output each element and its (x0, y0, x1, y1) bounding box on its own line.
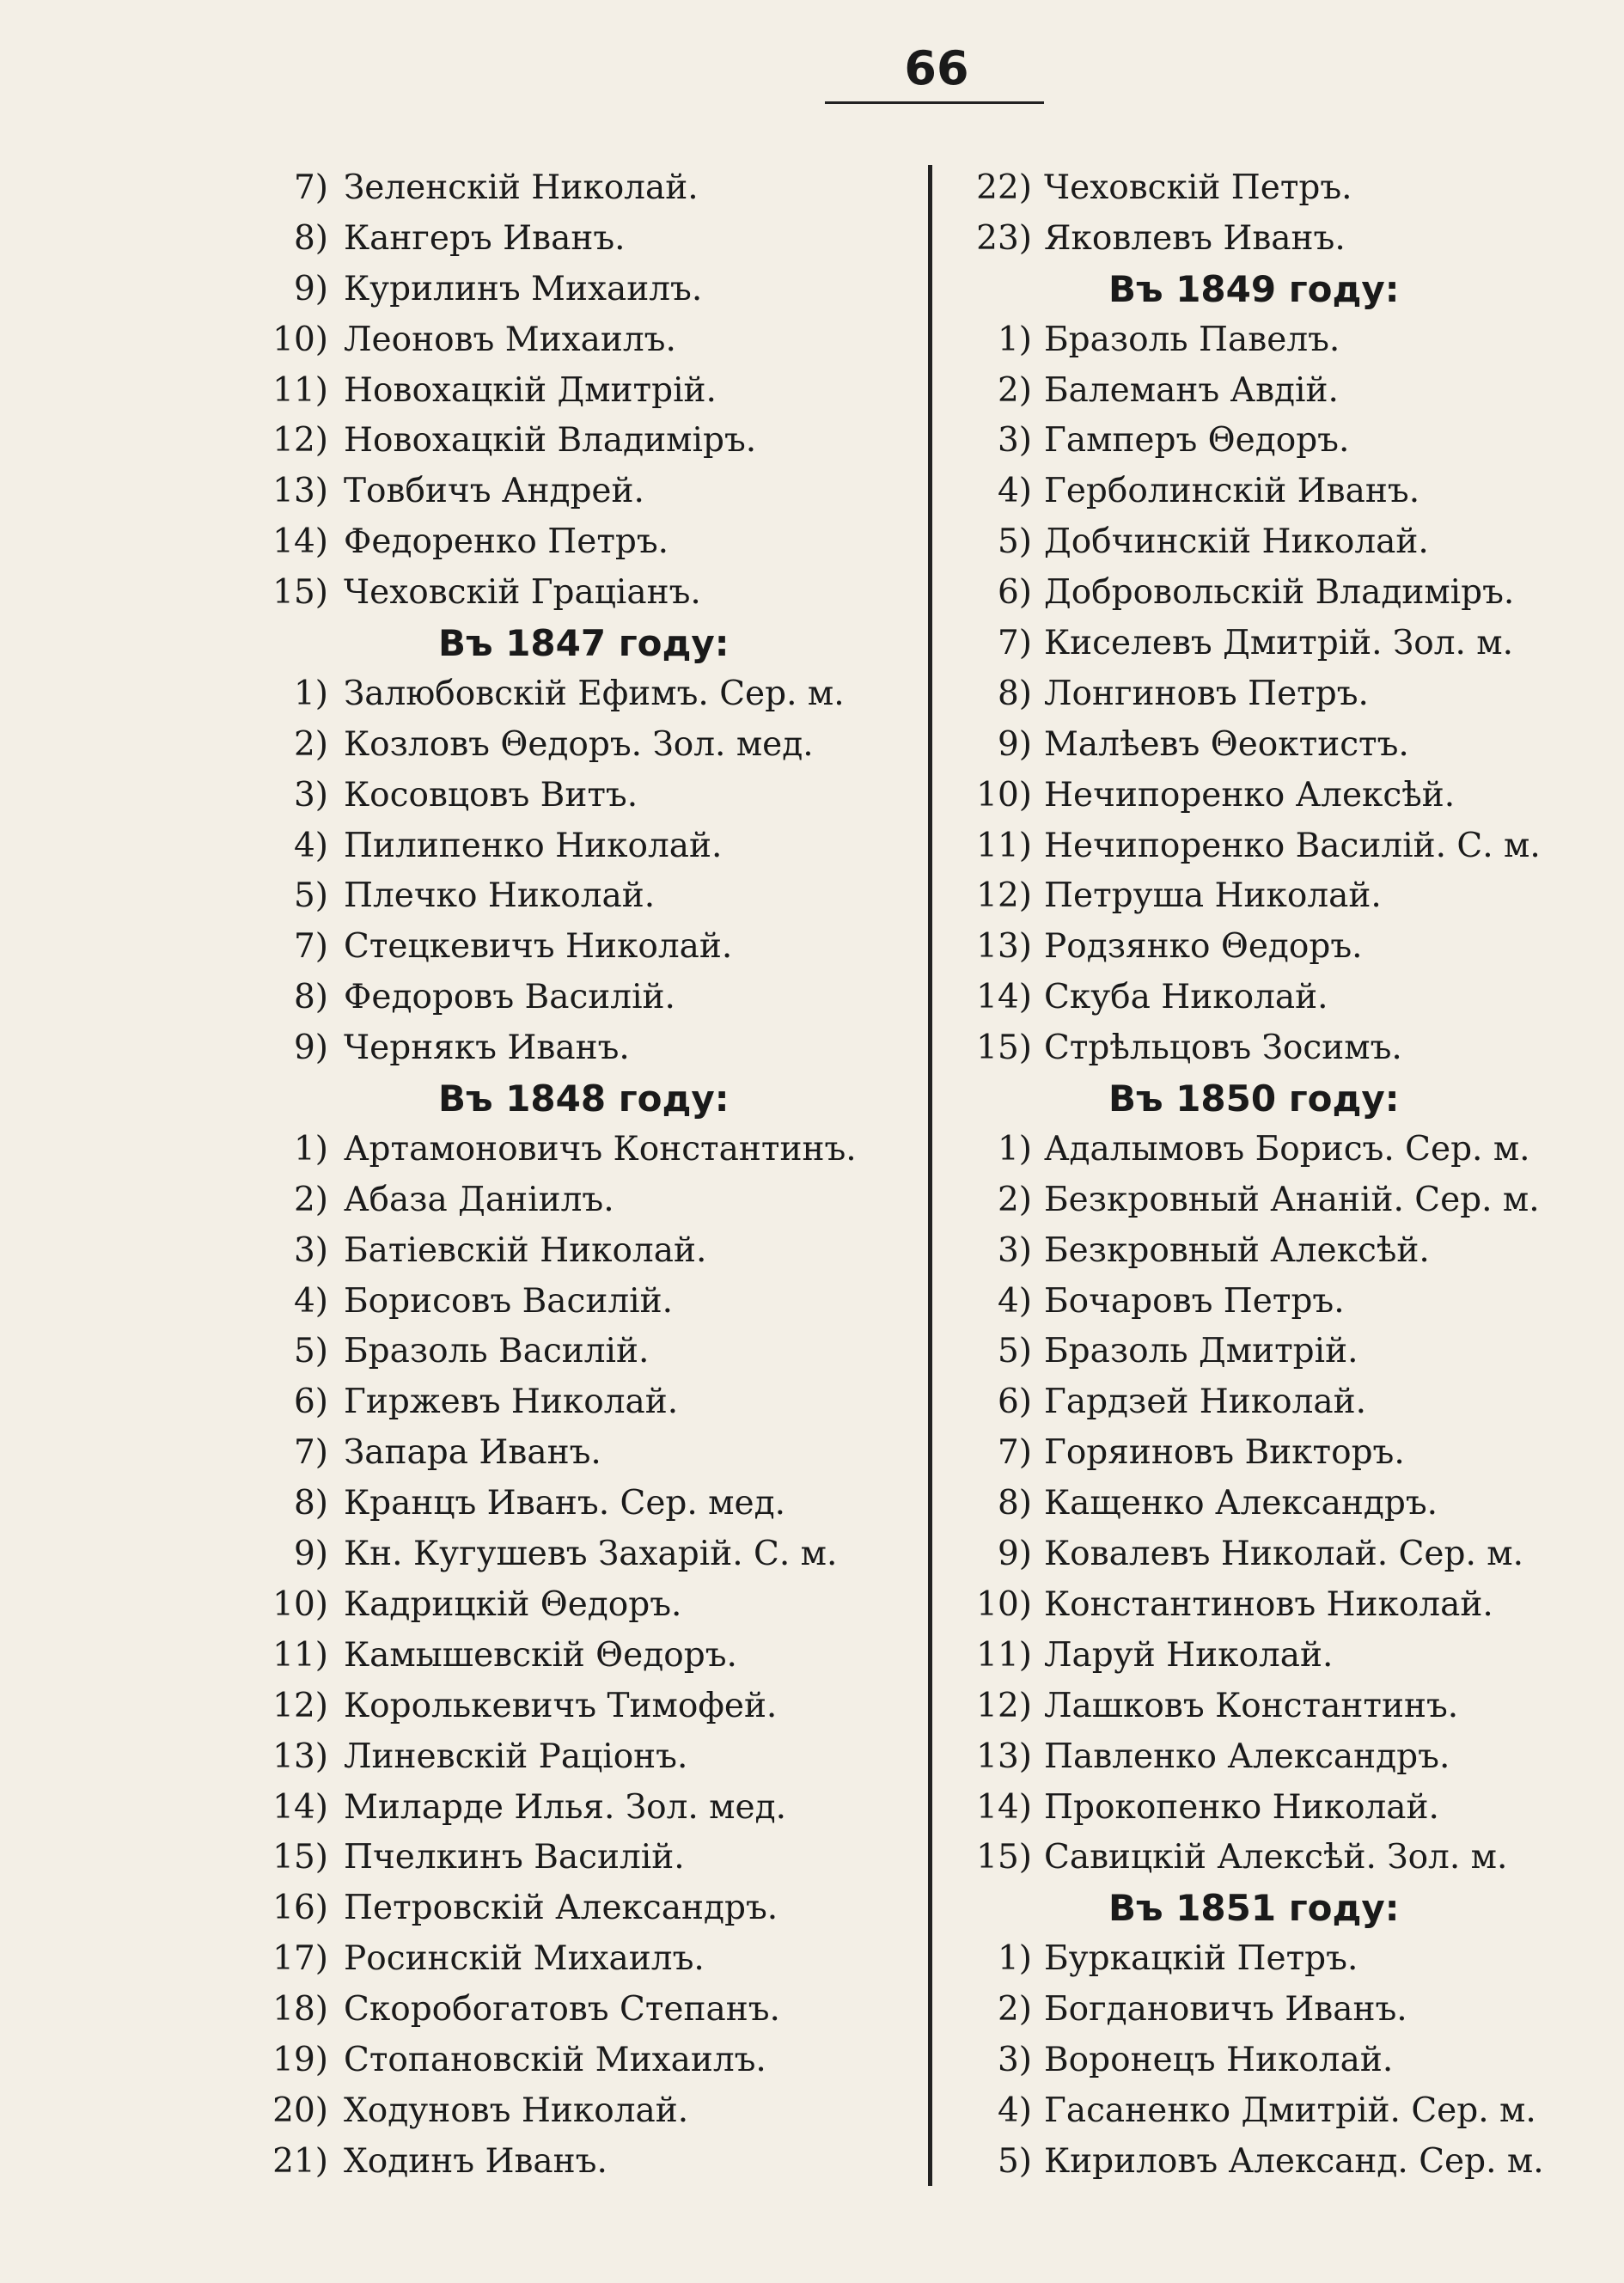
list-item (941, 619, 1620, 669)
entry-name: Запара Иванъ. (344, 1433, 601, 1473)
entry-name: Бочаровъ Петръ. (1044, 1281, 1345, 1321)
entry-name: Гамперъ Θедоръ. (1044, 421, 1350, 461)
list-item (941, 1783, 1620, 1834)
page-number-rule (825, 101, 1044, 104)
entry-name: Батіевскій Николай. (344, 1230, 707, 1270)
list-item (941, 1175, 1620, 1226)
entry-number: 23) (976, 218, 1032, 258)
entry-number: 13) (976, 927, 1032, 967)
list-item (941, 1023, 1620, 1074)
entry-name: Ларуй Николай. (1044, 1635, 1334, 1675)
entry-number: 10) (976, 775, 1032, 815)
entry-number: 11) (976, 1635, 1032, 1675)
entry-number: 6) (997, 573, 1032, 613)
entry-name: Ходинъ Иванъ. (344, 2141, 607, 2181)
entry-name: Кранцъ Иванъ. Сер. мед. (344, 1484, 786, 1523)
list-item (198, 1428, 928, 1479)
entry-name: Федоровъ Василій. (344, 978, 675, 1017)
entry-number: 4) (293, 826, 328, 865)
entry-number: 10) (272, 1584, 328, 1624)
entry-number: 14) (272, 522, 328, 562)
entry-name: Кангеръ Иванъ. (344, 218, 626, 258)
entry-name: Королькевичъ Тимофей. (344, 1686, 778, 1725)
list-item (941, 1682, 1620, 1732)
entry-name: Лонгиновъ Петръ. (1044, 674, 1369, 713)
list-item (198, 568, 928, 619)
list-item (198, 467, 928, 517)
entry-number: 7) (293, 168, 328, 207)
list-item (941, 871, 1620, 922)
entry-number: 2) (293, 1180, 328, 1219)
list-item (198, 1529, 928, 1580)
entry-name: Стопановскій Михаилъ. (344, 2040, 766, 2079)
entry-number: 12) (976, 1686, 1032, 1725)
entry-number: 12) (272, 421, 328, 461)
entry-number: 4) (997, 2091, 1032, 2130)
list-item (198, 1732, 928, 1783)
entry-number: 2) (997, 370, 1032, 410)
entry-number: 3) (997, 2040, 1032, 2079)
entry-name: Плечко Николай. (344, 876, 656, 916)
entry-name: Кириловъ Александ. Сер. м. (1044, 2141, 1544, 2181)
entry-number: 1) (997, 1939, 1032, 1979)
entry-name: Миларде Илья. Зол. мед. (344, 1787, 786, 1827)
entry-number: 8) (293, 1484, 328, 1523)
entry-number: 17) (272, 1939, 328, 1979)
entry-number: 3) (997, 421, 1032, 461)
column-divider (928, 165, 932, 2186)
list-item (198, 1934, 928, 1985)
list-item (198, 1985, 928, 2036)
entry-name: Бразоль Василій. (344, 1332, 650, 1371)
list-item (941, 1732, 1620, 1783)
entry-name: Буркацкій Петръ. (1044, 1939, 1358, 1979)
year-heading: Въ 1847 году: (438, 622, 730, 665)
entry-name: Родзянко Θедоръ. (1044, 927, 1363, 967)
entry-name: Курилинъ Михаилъ. (344, 269, 703, 308)
list-item (941, 1277, 1620, 1328)
entry-number: 8) (997, 674, 1032, 713)
entry-number: 13) (272, 472, 328, 511)
entry-name: Безкровный Ананій. Сер. м. (1044, 1180, 1540, 1219)
entry-name: Федоренко Петръ. (344, 522, 669, 562)
entry-number: 7) (293, 1433, 328, 1473)
list-item (941, 821, 1620, 872)
list-item (198, 771, 928, 821)
entry-name: Гардзей Николай. (1044, 1383, 1367, 1422)
entry-name: Новохацкій Дмитрій. (344, 370, 717, 410)
list-item (941, 315, 1620, 366)
year-heading: Въ 1848 году: (438, 1077, 730, 1120)
entry-name: Константиновъ Николай. (1044, 1584, 1493, 1624)
list-item (198, 416, 928, 467)
entry-name: Нечипоренко Василій. С. м. (1044, 826, 1541, 865)
entry-name: Стрѣльцовъ Зосимъ. (1044, 1029, 1402, 1068)
list-item (198, 1023, 928, 1074)
entry-number: 9) (997, 724, 1032, 764)
entry-name: Павленко Александръ. (1044, 1737, 1450, 1776)
list-item (941, 1580, 1620, 1631)
entry-name: Скоробогатовъ Степанъ. (344, 1990, 780, 2030)
list-item (198, 1277, 928, 1328)
list-item (941, 1428, 1620, 1479)
entry-number: 8) (997, 1484, 1032, 1523)
list-item (941, 568, 1620, 619)
list-item (941, 720, 1620, 771)
list-item (941, 2036, 1620, 2086)
list-item (941, 2086, 1620, 2137)
entry-number: 18) (272, 1990, 328, 2030)
entry-number: 6) (997, 1383, 1032, 1422)
page-number: 66 (904, 41, 969, 95)
entry-name: Скуба Николай. (1044, 978, 1328, 1017)
entry-name: Киселевъ Дмитрій. Зол. м. (1044, 624, 1514, 663)
entry-name: Чернякъ Иванъ. (344, 1029, 630, 1068)
entry-number: 14) (976, 978, 1032, 1017)
entry-name: Залюбовскій Ефимъ. Сер. м. (344, 674, 845, 713)
entry-number: 5) (997, 522, 1032, 562)
list-item (198, 1125, 928, 1175)
list-item (198, 2036, 928, 2086)
entry-name: Адалымовъ Борисъ. Сер. м. (1044, 1129, 1530, 1169)
list-item (198, 163, 928, 214)
entry-number: 10) (976, 1584, 1032, 1624)
list-item (941, 1479, 1620, 1529)
entry-name: Ковалевъ Николай. Сер. м. (1044, 1535, 1523, 1574)
list-item (941, 1377, 1620, 1428)
entry-name: Гасаненко Дмитрій. Сер. м. (1044, 2091, 1536, 2130)
list-item (941, 517, 1620, 568)
entry-number: 15) (272, 573, 328, 613)
entry-name: Товбичъ Андрей. (344, 472, 644, 511)
year-heading: Въ 1849 году: (1108, 267, 1400, 310)
entry-name: Кн. Кугушевъ Захарій. С. м. (344, 1535, 838, 1574)
entry-name: Пчелкинъ Василій. (344, 1838, 685, 1877)
entry-name: Кадрицкій Θедоръ. (344, 1584, 682, 1624)
year-heading: Въ 1850 году: (1108, 1077, 1400, 1120)
list-item (941, 669, 1620, 720)
list-item (198, 973, 928, 1023)
list-item (198, 821, 928, 872)
list-item (198, 214, 928, 265)
entry-number: 3) (997, 1230, 1032, 1270)
list-item (941, 163, 1620, 214)
entry-name: Чеховскій Граціанъ. (344, 573, 701, 613)
entry-name: Камышевскій Θедоръ. (344, 1635, 737, 1675)
list-item (941, 214, 1620, 265)
list-item (941, 1125, 1620, 1175)
entry-number: 15) (976, 1838, 1032, 1877)
list-item (198, 517, 928, 568)
entry-name: Росинскій Михаилъ. (344, 1939, 705, 1979)
list-item (198, 265, 928, 315)
entry-name: Бразоль Павелъ. (1044, 320, 1340, 359)
entry-name: Добчинскій Николай. (1044, 522, 1429, 562)
entry-name: Стецкевичъ Николай. (344, 927, 733, 967)
entry-name: Балеманъ Авдій. (1044, 370, 1339, 410)
entry-name: Артамоновичъ Константинъ. (344, 1129, 857, 1169)
entry-name: Богдановичъ Иванъ. (1044, 1990, 1407, 2030)
entry-name: Борисовъ Василій. (344, 1281, 673, 1321)
entry-number: 2) (997, 1180, 1032, 1219)
entry-name: Гиржевъ Николай. (344, 1383, 679, 1422)
entry-number: 22) (976, 168, 1032, 207)
entry-number: 4) (997, 472, 1032, 511)
entry-number: 3) (293, 775, 328, 815)
list-item (941, 366, 1620, 417)
list-item (198, 669, 928, 720)
entry-name: Леоновъ Михаилъ. (344, 320, 676, 359)
entry-name: Чеховскій Петръ. (1044, 168, 1352, 207)
list-item (941, 973, 1620, 1023)
entry-number: 20) (272, 2091, 328, 2130)
entry-name: Савицкій Алексѣй. Зол. м. (1044, 1838, 1508, 1877)
entry-number: 5) (293, 876, 328, 916)
entry-name: Герболинскій Иванъ. (1044, 472, 1420, 511)
list-item (941, 1833, 1620, 1883)
list-item (198, 315, 928, 366)
right-column (941, 163, 1620, 2188)
list-item (198, 1883, 928, 1934)
entry-number: 7) (293, 927, 328, 967)
entry-name: Ходуновъ Николай. (344, 2091, 689, 2130)
entry-name: Горяиновъ Викторъ. (1044, 1433, 1405, 1473)
list-item (941, 922, 1620, 973)
list-item (198, 2137, 928, 2188)
list-item (941, 771, 1620, 821)
list-item (941, 2137, 1620, 2188)
entry-number: 19) (272, 2040, 328, 2079)
entry-number: 2) (997, 1990, 1032, 2030)
entry-number: 8) (293, 978, 328, 1017)
entry-number: 2) (293, 724, 328, 764)
entry-number: 7) (997, 1433, 1032, 1473)
entry-number: 13) (976, 1737, 1032, 1776)
list-item (198, 1479, 928, 1529)
entry-name: Косовцовъ Витъ. (344, 775, 638, 815)
entry-number: 4) (293, 1281, 328, 1321)
entry-name: Петровскій Александръ. (344, 1889, 778, 1928)
entry-name: Яковлевъ Иванъ. (1044, 218, 1346, 258)
list-item (198, 1327, 928, 1377)
list-item (198, 1377, 928, 1428)
entry-name: Бразоль Дмитрій. (1044, 1332, 1358, 1371)
entry-number: 15) (272, 1838, 328, 1877)
entry-name: Линевскій Раціонъ. (344, 1737, 688, 1776)
entry-name: Безкровный Алексѣй. (1044, 1230, 1430, 1270)
entry-number: 1) (293, 674, 328, 713)
entry-number: 15) (976, 1029, 1032, 1068)
list-item (198, 720, 928, 771)
entry-number: 8) (293, 218, 328, 258)
list-item (198, 2086, 928, 2137)
entry-number: 9) (293, 269, 328, 308)
list-item (198, 1631, 928, 1682)
list-item (198, 922, 928, 973)
list-item (941, 1934, 1620, 1985)
entry-number: 9) (997, 1535, 1032, 1574)
entry-name: Лашковъ Константинъ. (1044, 1686, 1459, 1725)
entry-number: 6) (293, 1383, 328, 1422)
entry-number: 10) (272, 320, 328, 359)
entry-number: 4) (997, 1281, 1032, 1321)
entry-number: 11) (272, 1635, 328, 1675)
list-item (198, 366, 928, 417)
entry-number: 14) (272, 1787, 328, 1827)
list-item (198, 1226, 928, 1277)
list-item (941, 1529, 1620, 1580)
entry-number: 5) (997, 2141, 1032, 2181)
list-item (198, 1783, 928, 1834)
entry-name: Пилипенко Николай. (344, 826, 723, 865)
list-item (941, 416, 1620, 467)
entry-name: Кащенко Александръ. (1044, 1484, 1438, 1523)
list-item (941, 1226, 1620, 1277)
year-heading: Въ 1851 году: (1108, 1887, 1400, 1930)
entry-number: 14) (976, 1787, 1032, 1827)
entry-number: 1) (997, 1129, 1032, 1169)
entry-number: 11) (976, 826, 1032, 865)
entry-number: 21) (272, 2141, 328, 2181)
entry-number: 13) (272, 1737, 328, 1776)
entry-name: Новохацкій Владиміръ. (344, 421, 757, 461)
entry-name: Абаза Даніилъ. (344, 1180, 614, 1219)
entry-number: 12) (976, 876, 1032, 916)
entry-number: 7) (997, 624, 1032, 663)
entry-number: 11) (272, 370, 328, 410)
list-item (941, 1985, 1620, 2036)
entry-name: Малѣевъ Θеоктистъ. (1044, 724, 1409, 764)
entry-number: 1) (997, 320, 1032, 359)
entry-number: 16) (272, 1889, 328, 1928)
entry-number: 9) (293, 1535, 328, 1574)
entry-name: Зеленскій Николай. (344, 168, 699, 207)
list-item (198, 1175, 928, 1226)
entry-number: 9) (293, 1029, 328, 1068)
list-item (198, 1580, 928, 1631)
list-item (198, 1833, 928, 1883)
entry-number: 5) (997, 1332, 1032, 1371)
entry-name: Прокопенко Николай. (1044, 1787, 1439, 1827)
entry-number: 12) (272, 1686, 328, 1725)
list-item (198, 1682, 928, 1732)
entry-name: Петруша Николай. (1044, 876, 1382, 916)
entry-name: Воронецъ Николай. (1044, 2040, 1394, 2079)
list-item (941, 1327, 1620, 1377)
entry-name: Козловъ Θедоръ. Зол. мед. (344, 724, 814, 764)
left-column (198, 163, 928, 2188)
entry-name: Нечипоренко Алексѣй. (1044, 775, 1456, 815)
list-item (198, 871, 928, 922)
list-item (941, 467, 1620, 517)
entry-number: 5) (293, 1332, 328, 1371)
entry-number: 1) (293, 1129, 328, 1169)
entry-number: 3) (293, 1230, 328, 1270)
entry-name: Добровольскій Владиміръ. (1044, 573, 1515, 613)
list-item (941, 1631, 1620, 1682)
